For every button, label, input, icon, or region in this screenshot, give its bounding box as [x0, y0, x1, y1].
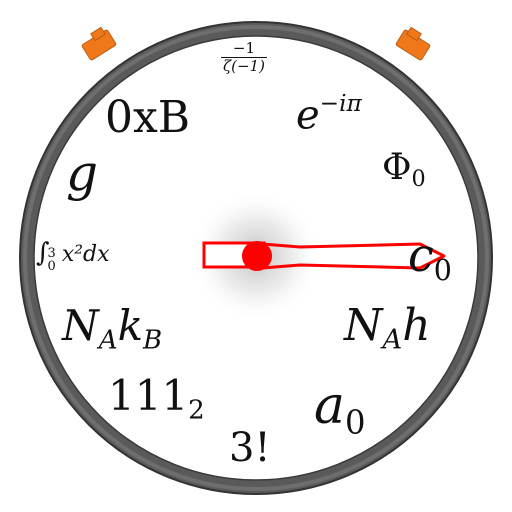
- hour-7-base: 111: [108, 371, 189, 420]
- hour-2-base: Φ: [382, 147, 412, 188]
- hour-1-base: e: [296, 92, 320, 139]
- hour-2-label: [382, 147, 426, 193]
- hour-8-prefix: N: [62, 301, 99, 350]
- integral-integrand: x²dx: [61, 242, 110, 267]
- hour-8-middle: k: [117, 301, 144, 350]
- hour-1-label: [296, 90, 362, 139]
- hour-3-base: c: [408, 228, 434, 282]
- hour-12-numerator: −1: [232, 39, 256, 57]
- hour-7-subscript: 2: [188, 395, 205, 426]
- hour-8-sub1: A: [98, 325, 118, 356]
- alarm-tab-left: [82, 27, 117, 60]
- hour-3-subscript: 0: [433, 254, 452, 288]
- hour-4-subscript: A: [382, 324, 403, 356]
- hour-7-label: [108, 371, 205, 426]
- hour-5-base: a: [314, 376, 346, 436]
- hour-6-label: [229, 425, 271, 471]
- hour-12-label: [221, 40, 267, 76]
- hour-12-denominator: ζ(−1): [223, 57, 265, 76]
- integral-sign: ∫: [36, 238, 50, 268]
- hour-4-prefix: N: [344, 300, 383, 351]
- hour-10-text: g: [66, 144, 99, 202]
- hour-10-label: [66, 144, 99, 202]
- hour-4-label: [344, 300, 431, 356]
- hour-6-text: 3!: [229, 425, 271, 471]
- hour-5-label: [314, 376, 366, 442]
- hour-9-label: [36, 240, 110, 273]
- hour-4-suffix: h: [402, 300, 431, 351]
- hour-3-label: [408, 228, 452, 288]
- hour-8-label: [62, 301, 163, 356]
- hour-5-subscript: 0: [345, 403, 366, 442]
- hub-cap: [242, 241, 272, 271]
- hour-11-text: 0xB: [105, 92, 191, 143]
- hour-1-exponent: −iπ: [319, 90, 362, 117]
- alarm-tab-right: [396, 27, 431, 60]
- hour-2-subscript: 0: [411, 166, 426, 193]
- integral-lower-limit: 0: [47, 259, 56, 274]
- integral-upper-limit: 3: [47, 246, 56, 261]
- hour-11-label: [105, 92, 191, 143]
- hour-8-sub2: B: [143, 325, 163, 356]
